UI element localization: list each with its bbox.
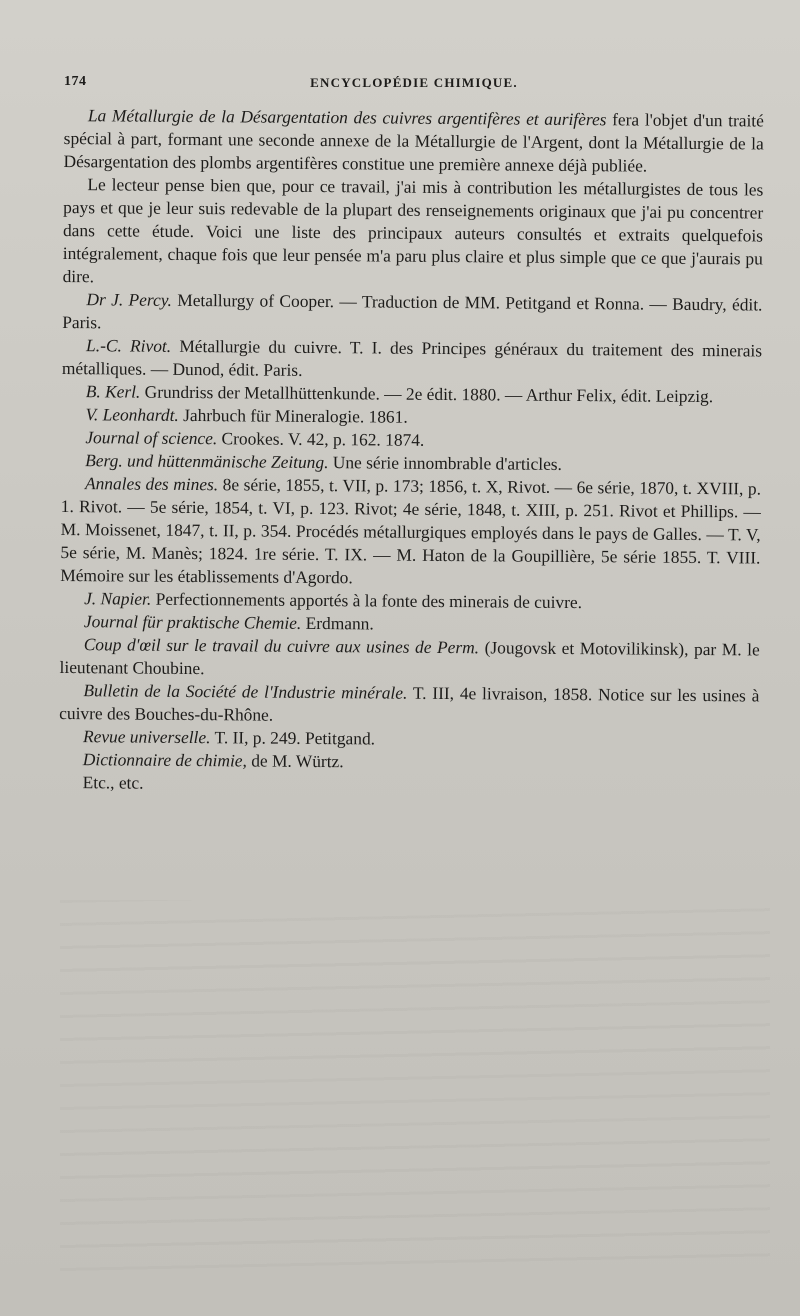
running-head: ENCYCLOPÉDIE CHIMIQUE. <box>310 75 518 90</box>
reference-text: Crookes. V. 42, p. 162. 1874. <box>217 428 425 450</box>
page-number: 174 <box>64 74 87 89</box>
reference-author: Coup d'œil sur le travail du cuivre aux usines de Perm. <box>83 634 480 658</box>
reference-entry <box>62 288 762 339</box>
reference-text: 8e série, 1855, t. VII, p. 173; 1856, t. X, Rivot. — 6e série, 1870, t. XVIII, p. 1. Rivot. — 5e série, 1854, t. VI, p. 123. Rivot; 4e série, 1848, t. XIII, p. 251. Rivot et Phillips. — M. Moissenet, 1847, t. II, p. 354. Procédés métallurgiques employés dans le pays de Galles. — T. V, 5e série, M. Manès; 1824. 1re série. T. IX. — M. Haton de la Goupillière, 5e série 1855. T. VIII. Mémoire sur les établissements d'Agordo. <box>60 474 762 588</box>
reference-text: Une série innombrable d'articles. <box>328 452 563 474</box>
reference-author: Dictionnaire de chimie, <box>82 749 247 771</box>
reference-author: Annales des mines. <box>84 473 219 495</box>
paragraph-text: Le lecteur pense bien que, pour ce travail, j'ai mis à contribution les métallurgistes de tous les pays et que je leur suis redevable de la plupart des renseignements originaux que j'ai pu concentrer dans cette étude. Voici une liste des principaux auteurs consultés et extraits quelquefois intégralement, chaque fois que leur pensée m'a paru plus claire et plus simple que ce que j'aurais pu dire. <box>62 174 764 287</box>
show-through-texture <box>60 900 770 1276</box>
reference-entry <box>59 633 759 684</box>
reference-author: Berg. und hüttenmänische Zeitung. <box>85 450 329 473</box>
paragraph-text: fera l'objet d'un traité spécial à part, formant une seconde annexe de la Métallurgie de l'Argent, dont la Métallurgie de la Désargentation des plombs argentifères constitue une première annexe déjà publiée. <box>63 109 764 176</box>
reference-text: Grundriss der Metallhüttenkunde. — 2e édit. 1880. — Arthur Felix, édit. Leipzig. <box>140 381 714 407</box>
page-header <box>64 74 764 100</box>
reference-author: Journal of science. <box>85 427 218 449</box>
reference-text: Etc., etc. <box>82 772 144 793</box>
reference-author: Journal für praktische Chemie. <box>83 611 302 633</box>
intro-paragraph <box>63 173 764 293</box>
reference-author: L.-C. Rivot. <box>86 335 172 356</box>
reference-text: Métallurgie du cuivre. T. I. des Principes généraux du traitement des minerais métalliques. — Dunod, édit. Paris. <box>61 335 763 380</box>
reference-author: Dr J. Percy. <box>86 289 172 310</box>
reference-entry <box>62 334 762 385</box>
reference-text: T. II, p. 249. Petitgand. <box>210 727 376 749</box>
italic-title: La Métallurgie de la Désargentation des cuivres argentifères et aurifères <box>87 105 607 130</box>
intro-paragraph <box>63 104 764 178</box>
reference-author: Revue universelle. <box>82 726 211 748</box>
reference-author: Bulletin de la Société de l'Industrie minérale. <box>83 680 408 703</box>
body-text <box>59 104 764 799</box>
reference-author: J. Napier. <box>84 588 152 609</box>
reference-entry <box>59 771 759 799</box>
reference-text: Metallurgy of Cooper. — Traduction de MM. Petitgand et Ronna. — Baudry, édit. Paris. <box>62 289 763 333</box>
reference-text: Erdmann. <box>301 612 374 634</box>
reference-text: Jahrbuch für Mineralogie. 1861. <box>178 404 408 427</box>
reference-author: B. Kerl. <box>85 381 141 402</box>
reference-text: de M. Würtz. <box>246 750 344 772</box>
reference-text: (Jougovsk et Motovilikinsk), par M. le lieutenant Choubine. <box>59 637 760 679</box>
reference-author: V. Leonhardt. <box>85 404 179 425</box>
reference-entry <box>59 679 759 730</box>
reference-text: Perfectionnements apportés à la fonte des minerais de cuivre. <box>151 588 583 613</box>
reference-text: T. III, 4e livraison, 1858. Notice sur les usines à cuivre des Bouches-du-Rhône. <box>59 682 760 725</box>
reference-entry <box>60 472 761 592</box>
